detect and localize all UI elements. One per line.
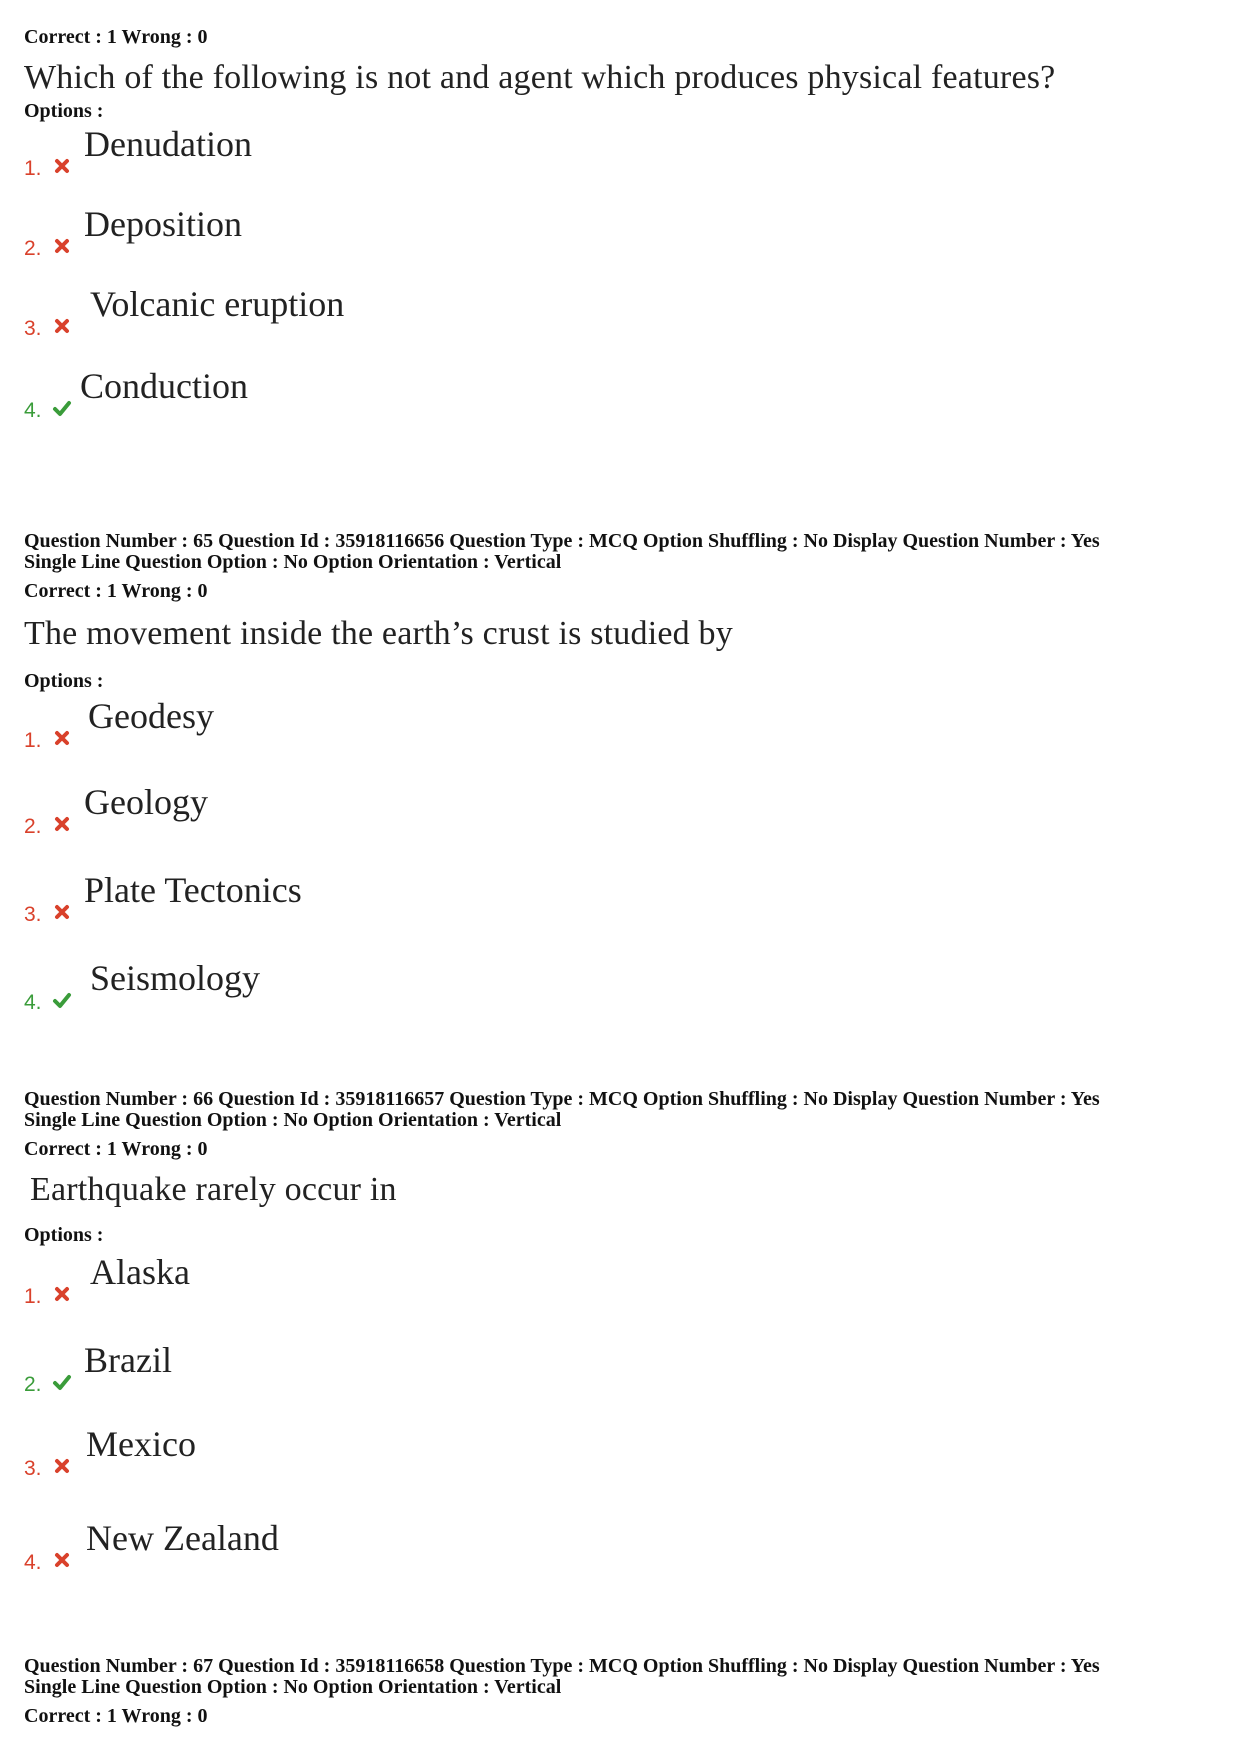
option-text: Geodesy (88, 696, 214, 736)
cross-icon (52, 902, 72, 922)
check-icon (52, 990, 72, 1010)
option-item (24, 696, 724, 756)
option-number: 3. (24, 903, 42, 926)
question-meta-line1: Question Number : 66 Question Id : 35918116657 Question Type : MCQ Option Shuffling : No Display Question Number : Yes (24, 1088, 1100, 1110)
option-text: Denudation (84, 124, 252, 164)
option-item (24, 1340, 724, 1400)
option-text: Mexico (86, 1424, 196, 1464)
option-text: Volcanic eruption (90, 284, 345, 324)
correct-wrong-score: Correct : 1 Wrong : 0 (24, 580, 208, 602)
correct-wrong-score: Correct : 1 Wrong : 0 (24, 26, 208, 48)
cross-icon (52, 316, 72, 336)
option-number: 2. (24, 1373, 42, 1396)
option-item (24, 366, 724, 426)
option-number: 4. (24, 1551, 42, 1574)
question-text: Earthquake rarely occur in (30, 1171, 397, 1208)
option-text: Alaska (90, 1252, 190, 1292)
option-item (24, 1252, 724, 1312)
option-text: Brazil (84, 1340, 172, 1380)
option-item (24, 204, 724, 264)
option-item (24, 958, 724, 1018)
option-item (24, 124, 724, 184)
option-number: 4. (24, 399, 42, 422)
options-label: Options : (24, 1224, 104, 1246)
option-text: Seismology (90, 958, 261, 998)
option-text: Deposition (84, 204, 242, 244)
question-meta-line2: Single Line Question Option : No Option Orientation : Vertical (24, 1109, 562, 1131)
option-item (24, 782, 724, 842)
cross-icon (52, 1284, 72, 1304)
options-label: Options : (24, 100, 104, 122)
option-number: 1. (24, 729, 42, 752)
options-label: Options : (24, 670, 104, 692)
cross-icon (52, 1456, 72, 1476)
cross-icon (52, 728, 72, 748)
option-number: 2. (24, 237, 42, 260)
cross-icon (52, 814, 72, 834)
option-item (24, 870, 724, 930)
option-text: Geology (84, 782, 208, 822)
option-number: 2. (24, 815, 42, 838)
option-number: 1. (24, 1285, 42, 1308)
question-meta-line1: Question Number : 67 Question Id : 35918116658 Question Type : MCQ Option Shuffling : No Display Question Number : Yes (24, 1655, 1100, 1677)
option-number: 1. (24, 157, 42, 180)
option-text: Conduction (80, 366, 248, 406)
option-number: 3. (24, 317, 42, 340)
option-text: Plate Tectonics (84, 870, 302, 910)
option-number: 4. (24, 991, 42, 1014)
cross-icon (52, 156, 72, 176)
option-item (24, 1518, 724, 1578)
cross-icon (52, 1550, 72, 1570)
option-number: 3. (24, 1457, 42, 1480)
option-item (24, 1424, 724, 1484)
option-text: New Zealand (86, 1518, 279, 1558)
correct-wrong-score: Correct : 1 Wrong : 0 (24, 1705, 208, 1727)
question-text: Which of the following is not and agent which produces physical features? (24, 59, 1056, 96)
question-text: The movement inside the earth’s crust is studied by (24, 615, 733, 652)
question-meta-line2: Single Line Question Option : No Option Orientation : Vertical (24, 551, 562, 573)
check-icon (52, 398, 72, 418)
cross-icon (52, 236, 72, 256)
correct-wrong-score: Correct : 1 Wrong : 0 (24, 1138, 208, 1160)
question-meta-line1: Question Number : 65 Question Id : 35918116656 Question Type : MCQ Option Shuffling : No Display Question Number : Yes (24, 530, 1100, 552)
option-item (24, 284, 724, 344)
question-meta-line2: Single Line Question Option : No Option Orientation : Vertical (24, 1676, 562, 1698)
check-icon (52, 1372, 72, 1392)
